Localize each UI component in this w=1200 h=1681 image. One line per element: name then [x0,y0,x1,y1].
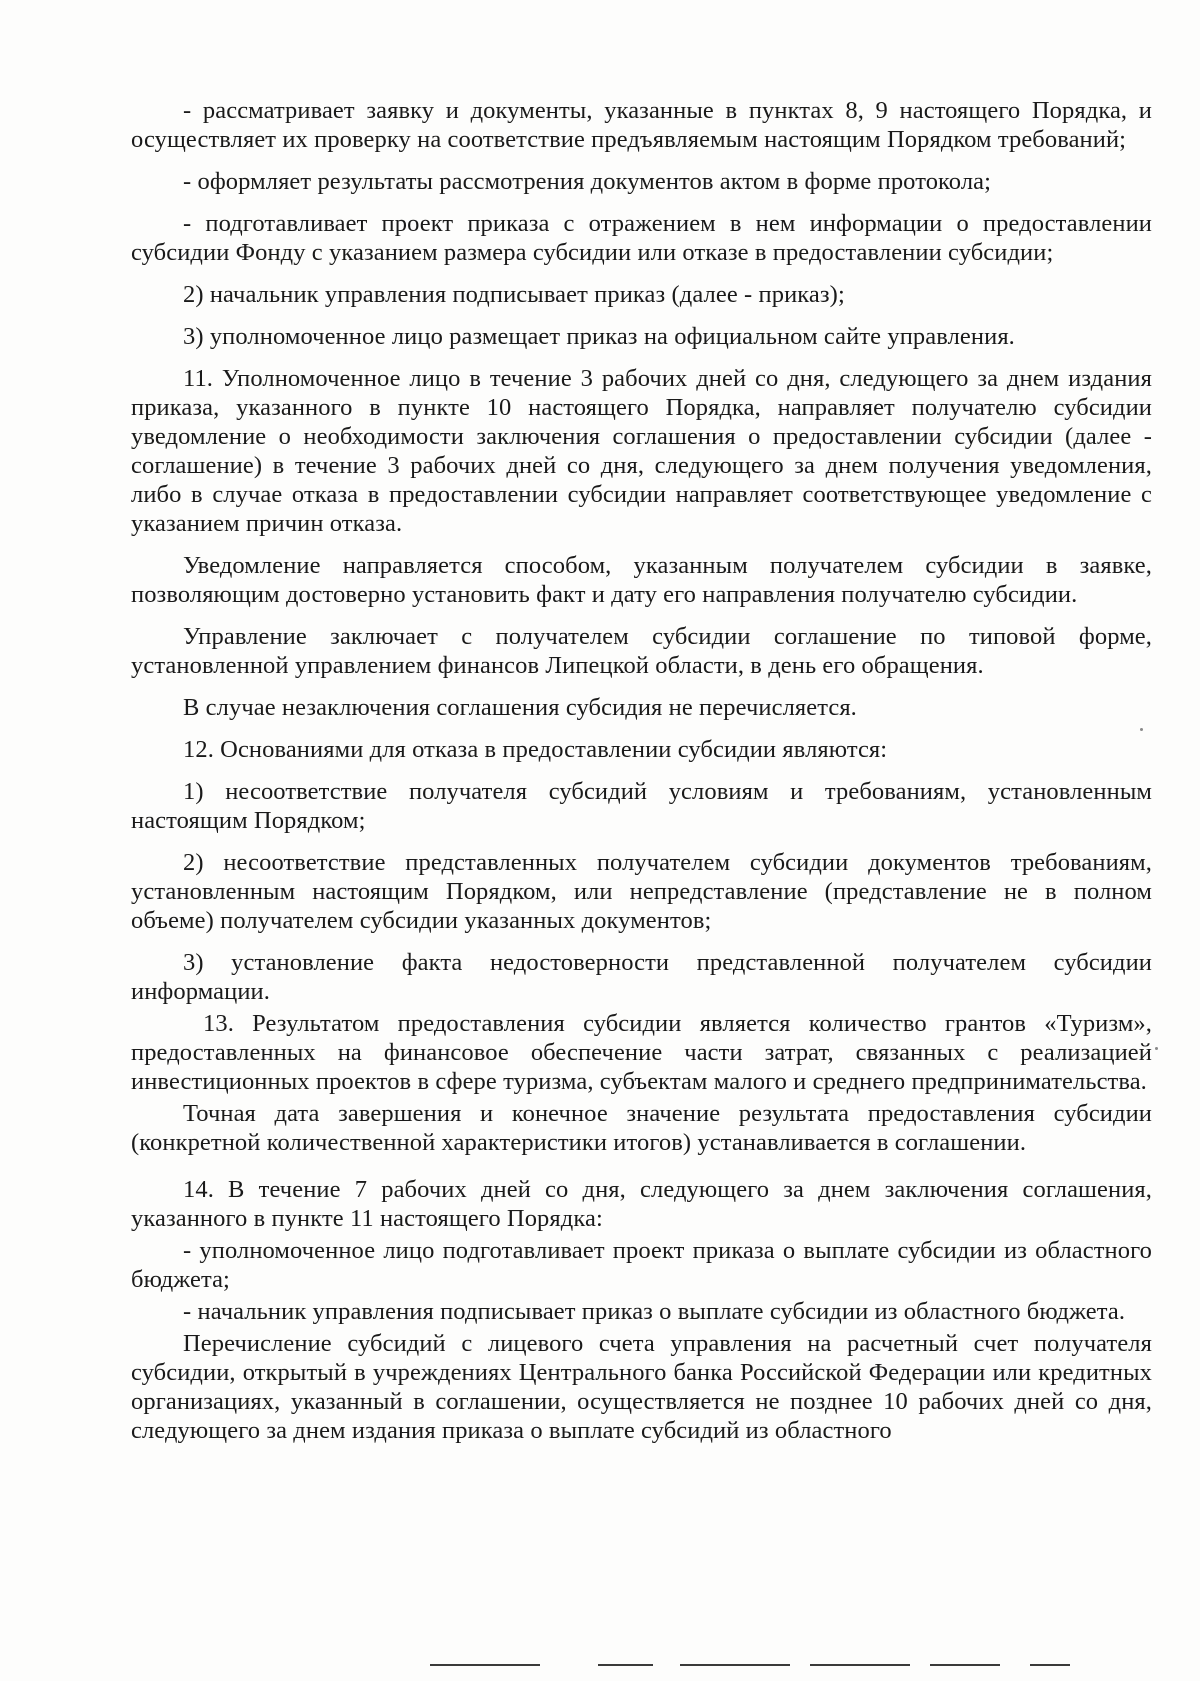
paragraph-review-application: - рассматривает заявку и документы, указанные в пунктах 8, 9 настоящего Порядка, и осуществляет их проверку на соответствие предъявляемым настоящим Порядком требований; [131,97,1152,153]
scan-line [430,1664,540,1666]
paragraph-item-13: 13. Результатом предоставления субсидии является количество грантов «Туризм», предоставленных на финансовое обеспечение части затрат, связанных с реализацией инвестиционных проектов в сфере туризма, субъектам малого и среднего предпринимательства. [131,1010,1152,1095]
scan-line [810,1664,910,1666]
paragraph-refusal-1: 1) несоответствие получателя субсидий условиям и требованиям, установленным настоящим Порядком; [131,778,1152,834]
paragraph-publish-order: 3) уполномоченное лицо размещает приказ на официальном сайте управления. [183,323,1015,350]
paragraph-refusal-3: 3) установление факта недостоверности представленной получателем субсидии информации. [131,949,1152,1005]
paragraph-sign-payment-order: - начальник управления подписывает приказ о выплате субсидии из областного бюджета. [183,1298,1126,1325]
scan-line [1030,1664,1070,1666]
bottom-scan-lines [0,1664,1200,1670]
paragraph-transfer: Перечисление субсидий с лицевого счета управления на расчетный счет получателя субсидии, открытый в учреждениях Центрального банка Российской Федерации или кредитных организациях, указанный в соглашении, осуществляется не позднее 10 рабочих дней со дня, следующего за днем издания приказа о выплате субсидий из областного [131,1330,1152,1444]
scan-speck [1155,1047,1158,1050]
paragraph-refusal-2: 2) несоответствие представленных получателем субсидии документов требованиям, установленным настоящим Порядком, или непредставление (представление не в полном объеме) получателем субсидии указанных документов; [131,849,1152,934]
paragraph-draft-payment-order: - уполномоченное лицо подготавливает проект приказа о выплате субсидии из областного бюджета; [131,1237,1152,1293]
paragraph-notification: Уведомление направляется способом, указанным получателем субсидии в заявке, позволяющим достоверно установить факт и дату его направления получателю субсидии. [131,552,1152,608]
scan-line [598,1664,653,1666]
paragraph-item-11: 11. Уполномоченное лицо в течение 3 рабочих дней со дня, следующего за днем издания приказа, указанного в пункте 10 настоящего Порядка, направляет получателю субсидии уведомление о необходимости заключения соглашения о предоставлении субсидии (далее - соглашение) в течение 3 рабочих дней со дня, следующего за днем получения уведомления, либо в случае отказа в предоставлении субсидии направляет соответствующее уведомление с указанием причин отказа. [131,365,1152,537]
paragraph-item-12: 12. Основаниями для отказа в предоставлении субсидии являются: [183,736,888,763]
paragraph-agreement: Управление заключает с получателем субсидии соглашение по типовой форме, установленной управлением финансов Липецкой области, в день его обращения. [131,623,1152,679]
paragraph-head-signs: 2) начальник управления подписывает приказ (далее - приказ); [183,281,845,308]
scan-line [680,1664,790,1666]
document-body [131,96,1152,1458]
scan-line [930,1664,1000,1666]
paragraph-item-14: 14. В течение 7 рабочих дней со дня, следующего за днем заключения соглашения, указанного в пункте 11 настоящего Порядка: [131,1176,1152,1232]
scan-speck [1140,728,1143,731]
paragraph-protocol: - оформляет результаты рассмотрения документов актом в форме протокола; [183,168,992,195]
paragraph-no-agreement: В случае незаключения соглашения субсидия не перечисляется. [183,694,857,721]
paragraph-result-date: Точная дата завершения и конечное значение результата предоставления субсидии (конкретной количественной характеристики итогов) устанавливается в соглашении. [131,1100,1152,1156]
paragraph-draft-order: - подготавливает проект приказа с отражением в нем информации о предоставлении субсидии Фонду с указанием размера субсидии или отказе в предоставлении субсидии; [131,210,1152,266]
